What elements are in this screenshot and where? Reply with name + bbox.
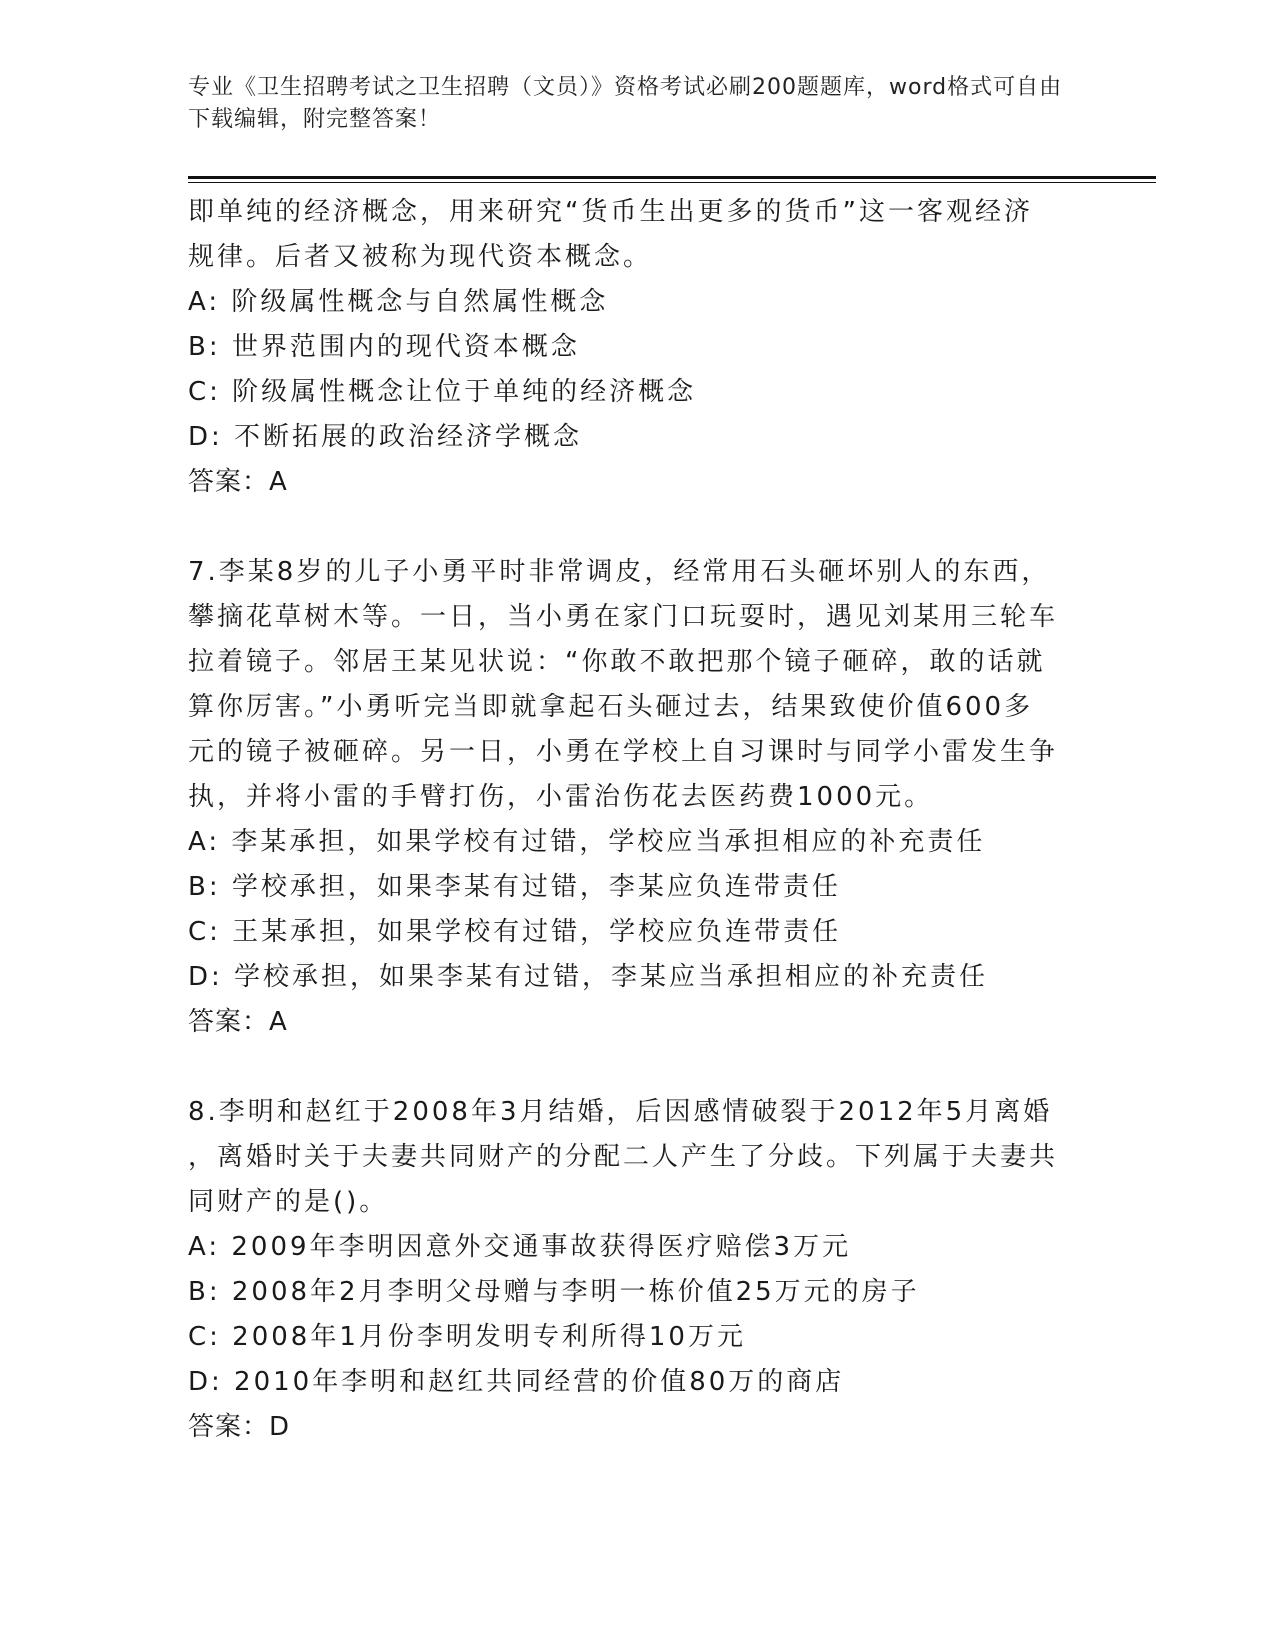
option-b: B: 世界范围内的现代资本概念 <box>188 332 580 362</box>
question-stem-line: 8.李明和赵红于2008年3月结婚，后因感情破裂于2012年5月离婚 <box>188 1097 1053 1127</box>
option-c: C: 2008年1月份李明发明专利所得10万元 <box>188 1322 746 1352</box>
question-block <box>188 190 1068 505</box>
option-d: D: 不断拓展的政治经济学概念 <box>188 422 583 452</box>
question-stem-line: 元的镜子被砸碎。另一日，小勇在学校上自习课时与同学小雷发生争 <box>188 737 1059 767</box>
question-stem-line: 即单纯的经济概念，用来研究“货币生出更多的货币”这一客观经济 <box>188 197 1033 227</box>
header-rule-thick <box>188 176 1156 179</box>
question-stem-line: 攀摘花草树木等。一日，当小勇在家门口玩耍时，遇见刘某用三轮车 <box>188 602 1059 632</box>
option-b: B: 学校承担，如果李某有过错，李某应负连带责任 <box>188 872 841 902</box>
header-rule-thin <box>188 182 1156 183</box>
answer-line: 答案：A <box>188 1007 288 1037</box>
option-d: D: 学校承担，如果李某有过错，李某应当承担相应的补充责任 <box>188 962 989 992</box>
option-a: A: 阶级属性概念与自然属性概念 <box>188 287 609 317</box>
option-a: A: 李某承担，如果学校有过错，学校应当承担相应的补充责任 <box>188 827 986 857</box>
page-header: 专业《卫生招聘考试之卫生招聘（文员）》资格考试必刷200题题库，word格式可自由下载编辑，附完整答案！ <box>188 75 1063 132</box>
answer-line: 答案：A <box>188 467 288 497</box>
answer-line: 答案：D <box>188 1412 291 1442</box>
spacer <box>188 1045 1068 1090</box>
question-stem-line: 7.李某8岁的儿子小勇平时非常调皮，经常用石头砸坏别人的东西， <box>188 557 1051 587</box>
option-b: B: 2008年2月李明父母赠与李明一栋价值25万元的房子 <box>188 1277 920 1307</box>
question-stem-line: 拉着镜子。邻居王某见状说：“你敢不敢把那个镜子砸碎，敢的话就 <box>188 647 1046 677</box>
question-stem-line: 规律。后者又被称为现代资本概念。 <box>188 242 653 272</box>
question-block <box>188 1090 1068 1450</box>
option-c: C: 王某承担，如果学校有过错，学校应负连带责任 <box>188 917 842 947</box>
question-stem-line: ，离婚时关于夫妻共同财产的分配二人产生了分歧。下列属于夫妻共 <box>188 1142 1059 1172</box>
question-stem-line: 算你厉害。”小勇听完当即就拿起石头砸过去，结果致使价值600多 <box>188 692 1034 722</box>
question-stem-line: 执，并将小雷的手臂打伤，小雷治伤花去医药费1000元。 <box>188 782 934 812</box>
question-block <box>188 550 1068 1045</box>
question-stem-line: 同财产的是()。 <box>188 1187 389 1217</box>
option-a: A: 2009年李明因意外交通事故获得医疗赔偿3万元 <box>188 1232 852 1262</box>
document-body <box>188 190 1068 1450</box>
option-c: C: 阶级属性概念让位于单纯的经济概念 <box>188 377 697 407</box>
spacer <box>188 505 1068 550</box>
option-d: D: 2010年李明和赵红共同经营的价值80万的商店 <box>188 1367 845 1397</box>
